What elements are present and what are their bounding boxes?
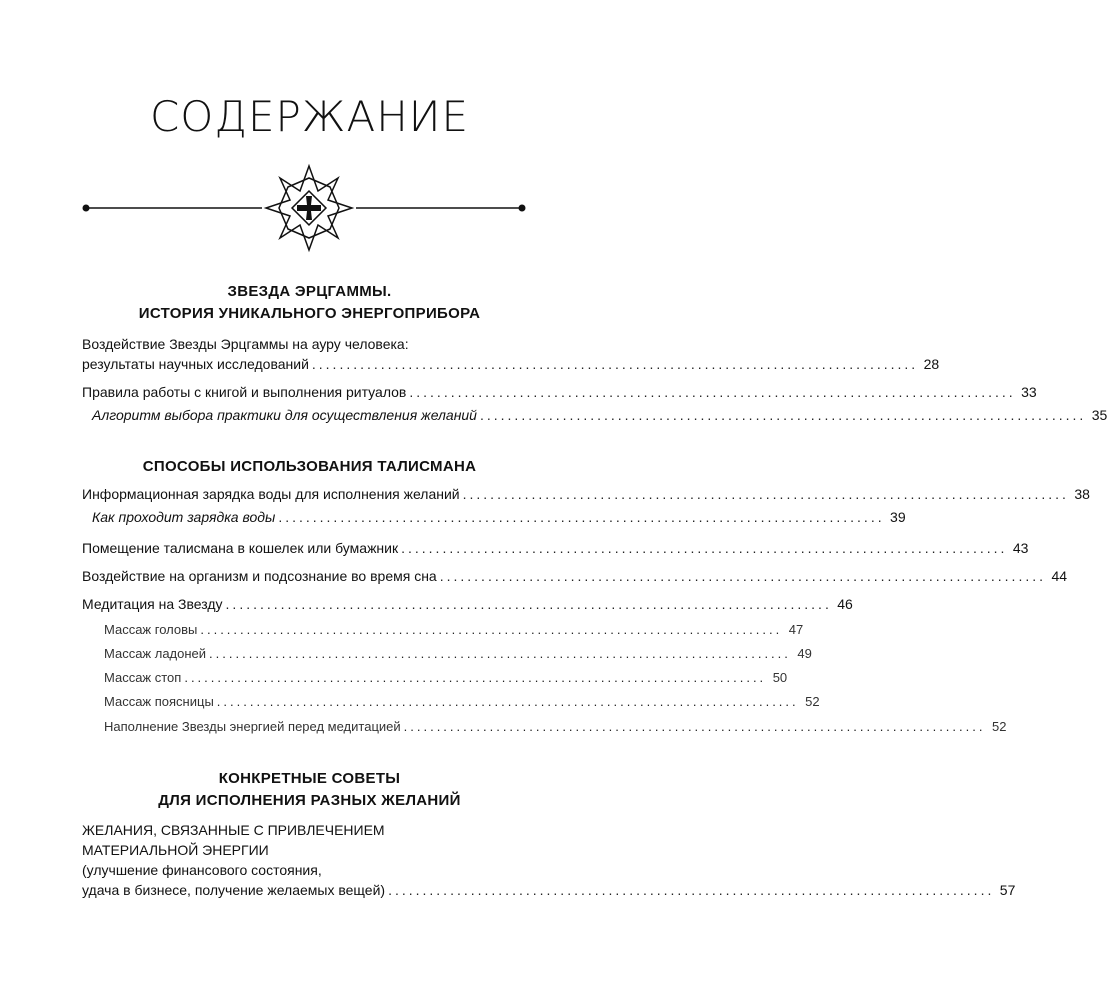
page-number: 52 (992, 719, 1007, 734)
page-number: 33 (1021, 384, 1037, 400)
toc-subentry[interactable] (92, 507, 906, 527)
toc-entry[interactable] (82, 538, 1029, 558)
page-number: 43 (1012, 540, 1029, 556)
toc-entry[interactable] (82, 820, 1016, 900)
page-number: 38 (1074, 486, 1090, 502)
page-number: 44 (1051, 568, 1068, 584)
toc-subentry[interactable] (104, 692, 820, 712)
toc-entry-line: МАТЕРИАЛЬНОЙ ЭНЕРГИИ (82, 842, 269, 858)
leader-dots: ........................................................................................ (409, 384, 1016, 400)
leader-dots: ........................................................................................ (439, 568, 1047, 584)
leader-dots: ........................................................................................ (225, 596, 832, 612)
leader-dots: ........................................................................................ (184, 670, 767, 685)
leader-dots: ........................................................................................ (462, 486, 1069, 502)
section-2-heading (60, 456, 559, 478)
toc-entry-title: Как проходит зарядка воды (92, 509, 276, 525)
toc-entry[interactable] (82, 334, 940, 374)
page-number: 50 (772, 670, 788, 685)
leader-dots: ........................................................................................ (401, 540, 1008, 556)
section-3-heading-line2: ДЛЯ ИСПОЛНЕНИЯ РАЗНЫХ ЖЕЛАНИЙ (158, 792, 461, 809)
toc-entry-title: Массаж стоп (104, 670, 182, 685)
toc-entry-title: Информационная зарядка воды для исполнения желаний (82, 486, 460, 502)
page-number: 46 (837, 596, 853, 612)
toc-entry[interactable] (82, 594, 853, 614)
leader-dots: ........................................................................................ (216, 694, 799, 709)
section-3-heading (60, 768, 559, 812)
section-1-heading (60, 281, 559, 325)
leader-dots: ........................................................................................ (209, 646, 791, 661)
leader-dots: ........................................................................................ (278, 509, 885, 525)
section-1-heading-line1: ЗВЕЗДА ЭРЦГАММЫ. (227, 283, 392, 300)
toc-entry-title: Наполнение Звезды энергией перед медитацией (104, 719, 401, 734)
section-1-heading-line2: ИСТОРИЯ УНИКАЛЬНОГО ЭНЕРГОПРИБОРА (138, 305, 481, 322)
toc-subentry[interactable] (104, 644, 812, 664)
section-3-heading-line1: КОНКРЕТНЫЕ СОВЕТЫ (218, 770, 401, 787)
toc-entry-title: результаты научных исследований (82, 356, 309, 372)
toc-subentry[interactable] (104, 717, 1007, 737)
page-number: 57 (999, 882, 1016, 898)
toc-entry[interactable] (82, 484, 1090, 504)
toc-subentry[interactable] (104, 620, 804, 640)
page-number: 47 (788, 622, 804, 637)
leader-dots: ........................................................................................ (311, 356, 919, 372)
toc-entry-title: Правила работы с книгой и выполнения ритуалов (82, 384, 407, 400)
page-number: 28 (923, 356, 940, 372)
toc-entry-title: Медитация на Звезду (82, 596, 223, 612)
toc-entry-line: (улучшение финансового состояния, (82, 862, 322, 878)
leader-dots: ........................................................................................ (388, 882, 995, 898)
toc-entry-title: Массаж поясницы (104, 694, 214, 709)
toc-subentry[interactable] (104, 668, 788, 688)
toc-entry-line: ЖЕЛАНИЯ, СВЯЗАННЫЕ С ПРИВЛЕЧЕНИЕМ (82, 822, 385, 838)
toc-entry-title: Помещение талисмана в кошелек или бумажник (82, 540, 399, 556)
toc-entry-title: Алгоритм выбора практики для осуществления желаний (92, 407, 477, 423)
toc-entry-title: Массаж головы (104, 622, 198, 637)
section-2-heading-line1: СПОСОБЫ ИСПОЛЬЗОВАНИЯ ТАЛИСМАНА (142, 458, 477, 475)
leader-dots: ........................................................................................ (479, 407, 1087, 423)
page-number: 49 (797, 646, 812, 661)
toc-entry[interactable] (82, 382, 1037, 402)
page-number: 39 (890, 509, 906, 525)
toc-entry-line: Воздействие Звезды Эрцгаммы на ауру человека: (82, 336, 409, 352)
page-title: СОДЕРЖАНИЕ (149, 92, 470, 141)
toc-subentry[interactable] (92, 405, 1107, 425)
toc-entry-title: Массаж ладоней (104, 646, 207, 661)
leader-dots: ........................................................................................ (403, 719, 986, 734)
toc-entry-title: удача в бизнесе, получение желаемых вещей) (82, 882, 386, 898)
leader-dots: ........................................................................................ (200, 622, 783, 637)
toc-entry[interactable] (82, 566, 1068, 586)
toc-entry-title: Воздействие на организм и подсознание во время сна (82, 568, 437, 584)
page-number: 52 (805, 694, 820, 709)
star-cross-icon (0, 160, 619, 256)
page-number: 35 (1091, 407, 1107, 423)
